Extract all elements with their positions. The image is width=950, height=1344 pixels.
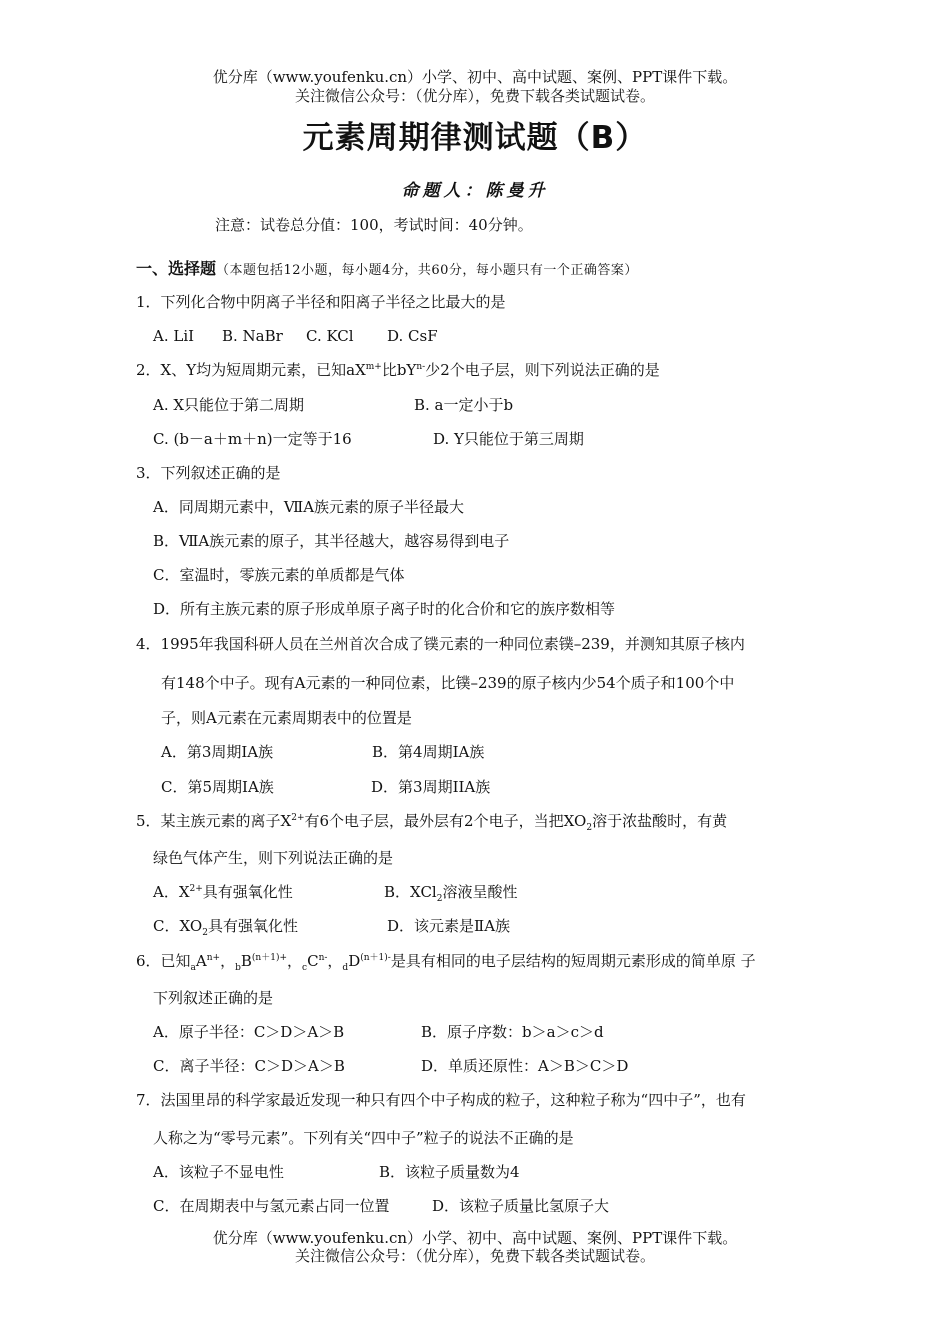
q5-option-d: D．该元素是ⅡA族 (387, 917, 511, 935)
section-description: （本题包括12小题，每小题4分，共60分，每小题只有一个正确答案） (216, 263, 638, 278)
q4-option-c: C．第5周期IA族 (161, 778, 274, 796)
q6-stem-line-2: 下列叙述正确的是 (153, 989, 274, 1007)
q1-option-b: B. NaBr (222, 327, 283, 345)
q4-stem-line-2: 有148个中子。现有A元素的一种同位素，比镤–239的原子核内少54个质子和100个中 (161, 674, 735, 692)
q3-option-d: D．所有主族元素的原子形成单原子离子时的化合价和它的族序数相等 (153, 600, 616, 618)
footer-line-2: 关注微信公众号：（优分库），免费下载各类试题试卷。 (294, 1247, 655, 1265)
q6-stem-line-1: 6．已知$_aA^{n+}$，$_bB^{(n+1)+}$，$_cC^{n-}$，$_dD^{(n+1)-}$是具有相同的电子层结构的短周期元素形成的简单原 子 (136, 952, 756, 973)
q3-option-c: C．室温时，零族元素的单质都是气体 (153, 566, 405, 584)
footer-line-1: 优分库（www.youfenku.cn）小学、初中、高中试题、案例、PPT课件下载。 (212, 1229, 738, 1247)
q3-option-b: B．ⅦA族元素的原子，其半径越大，越容易得到电子 (153, 532, 510, 550)
author-line: 命题人：陈曼升 (401, 181, 549, 201)
page-title: 元素周期律测试题（B） (302, 120, 648, 156)
q5-option-a: A．$X^{2+}$具有强氧化性 (153, 883, 293, 901)
q4-stem-line-3: 子，则A元素在元素周期表中的位置是 (161, 709, 412, 727)
q4-option-b: B．第4周期IA族 (372, 743, 485, 761)
q7-option-d: D．该粒子质量比氢原子大 (432, 1197, 610, 1215)
q2-option-c: C. (b－a＋m＋n)一定等于16 (153, 430, 352, 448)
section-heading (136, 256, 638, 279)
section-title: 一、选择题 (136, 259, 217, 278)
q1-option-a: A. LiI (153, 327, 195, 345)
q5-option-b: B．XCl$_2$溶液呈酸性 (384, 883, 518, 904)
q4-stem-line-1: 4．1995年我国科研人员在兰州首次合成了镤元素的一种同位素镤–239，并测知其原子核内 (136, 635, 745, 653)
q5-option-c: C．$XO_2$具有强氧化性 (153, 917, 298, 938)
q2-option-b: B. a一定小于b (414, 396, 514, 414)
q3-stem: 3．下列叙述正确的是 (136, 464, 281, 482)
q2-stem: 2．X、Y均为短周期元素，已知$aX^{m+}$比$bY^{n-}$少2个电子层，则下列说法正确的是 (136, 361, 660, 379)
q7-option-c: C．在周期表中与氢元素占同一位置 (153, 1197, 390, 1215)
q5-stem-line-1: 5．某主族元素的离子$X^{2+}$有6个电子层，最外层有2个电子，当把$XO_2$溶于浓盐酸时，有黄 (136, 812, 728, 833)
q4-option-d: D．第3周期IIA族 (371, 778, 491, 796)
q1-option-c: C. KCl (306, 327, 354, 345)
exam-note: 注意：试卷总分值：100，考试时间：40分钟。 (215, 216, 533, 234)
q7-stem-line-1: 7．法国里昂的科学家最近发现一种只有四个中子构成的粒子，这种粒子称为“四中子”，也有 (136, 1091, 746, 1109)
q2-option-a: A. X只能位于第二周期 (153, 396, 305, 414)
header-line-2: 关注微信公众号：（优分库），免费下载各类试题试卷。 (294, 87, 655, 105)
q7-option-b: B．该粒子质量数为4 (379, 1163, 520, 1181)
q7-stem-line-2: 人称之为“零号元素”。下列有关“四中子”粒子的说法不正确的是 (153, 1129, 574, 1147)
q7-option-a: A．该粒子不显电性 (153, 1163, 284, 1181)
q5-stem-line-2: 绿色气体产生，则下列说法正确的是 (153, 849, 394, 867)
q1-option-d: D. CsF (387, 327, 438, 345)
q1-stem: 1．下列化合物中阴离子半径和阳离子半径之比最大的是 (136, 293, 506, 311)
q2-option-d: D. Y只能位于第三周期 (433, 430, 584, 448)
q4-option-a: A．第3周期IA族 (161, 743, 274, 761)
q3-option-a: A．同周期元素中，ⅦA族元素的原子半径最大 (153, 498, 465, 516)
q6-option-a: A．原子半径：C＞D＞A＞B (153, 1023, 345, 1041)
q6-option-b: B．原子序数：b＞a＞c＞d (421, 1023, 604, 1041)
q6-option-c: C．离子半径：C＞D＞A＞B (153, 1057, 345, 1075)
header-line-1: 优分库（www.youfenku.cn）小学、初中、高中试题、案例、PPT课件下载。 (212, 68, 738, 86)
q6-option-d: D．单质还原性：A＞B＞C＞D (421, 1057, 629, 1075)
